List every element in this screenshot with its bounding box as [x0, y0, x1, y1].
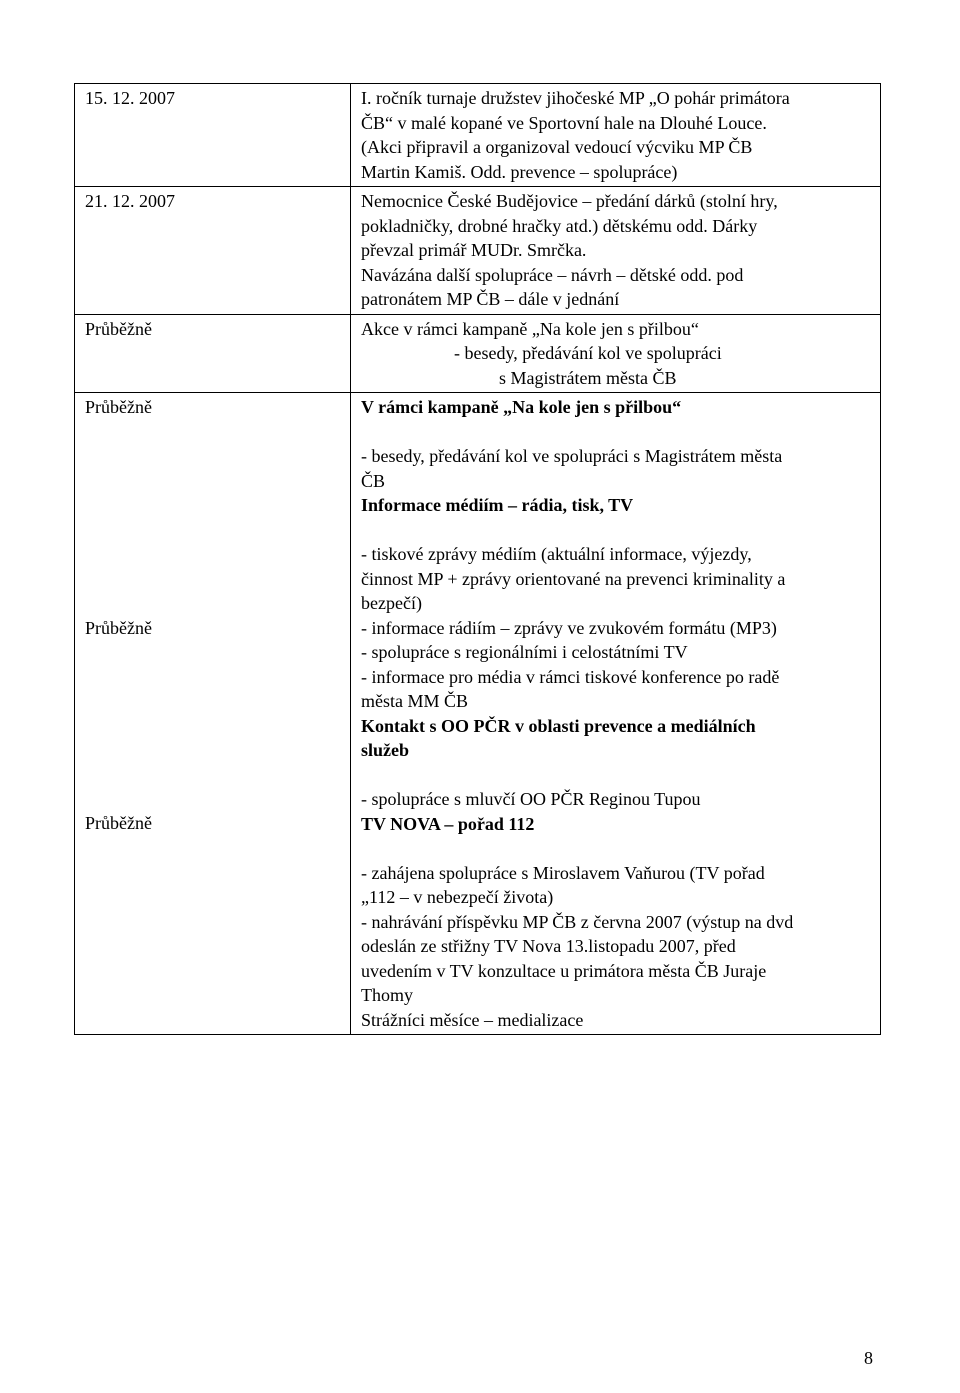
- table-row: [75, 393, 881, 1035]
- description-line: převzal primář MUDr. Smrčka.: [361, 240, 587, 260]
- description-line: s Magistrátem města ČB: [499, 367, 677, 388]
- table-row: [75, 187, 881, 315]
- description-line: „112 – v nebezpečí života): [361, 887, 554, 907]
- description-line: Thomy: [361, 985, 413, 1005]
- description-cell: [351, 84, 881, 187]
- description-line: činnost MP + zprávy orientované na prevenci kriminality a: [361, 568, 786, 589]
- description-line: - nahrávání příspěvku MP ČB z června 2007 (výstup na dvd: [361, 911, 794, 932]
- section-heading: TV NOVA – pořad 112: [361, 813, 535, 834]
- description-line: - besedy, předávání kol ve spolupráci s Magistrátem města: [361, 446, 783, 466]
- description-line: odeslán ze střižny TV Nova 13.listopadu 2007, před: [361, 936, 736, 956]
- description-line: bezpečí): [361, 593, 422, 613]
- description-line: Strážníci měsíce – medializace: [361, 1009, 584, 1030]
- description-line: - besedy, předávání kol ve spolupráci: [454, 343, 722, 363]
- description-line: - spolupráce s mluvčí OO PČR Reginou Tupou: [361, 789, 701, 809]
- description-line: ČB: [361, 470, 386, 491]
- description-line: Akce v rámci kampaně „Na kole jen s přilbou“: [361, 318, 699, 339]
- description-line: - tiskové zprávy médiím (aktuální informace, výjezdy,: [361, 544, 752, 564]
- description-line: - zahájena spolupráce s Miroslavem Vaňurou (TV pořad: [361, 862, 765, 883]
- date-cell: 21. 12. 2007: [75, 187, 351, 315]
- page-number: 8: [864, 1348, 873, 1368]
- section-heading: služeb: [361, 740, 410, 760]
- description-line: (Akci připravil a organizoval vedoucí výcviku MP ČB: [361, 137, 753, 157]
- date-cell: Průběžně: [75, 314, 351, 393]
- description-line: patronátem MP ČB – dále v jednání: [361, 289, 620, 309]
- table-row: [75, 314, 881, 393]
- description-line: ČB“ v malé kopané ve Sportovní hale na Dlouhé Louce.: [361, 112, 767, 133]
- date-label: Průběžně: [85, 617, 152, 638]
- description-line: Navázána další spolupráce – návrh – dětské odd. pod: [361, 264, 744, 285]
- activity-table: [74, 83, 881, 1035]
- description-line: pokladničky, drobné hračky atd.) dětskému odd. Dárky: [361, 215, 758, 236]
- date-label: Průběžně: [85, 813, 152, 833]
- date-cell: 15. 12. 2007: [75, 84, 351, 187]
- section-heading: Informace médiím – rádia, tisk, TV: [361, 495, 634, 515]
- description-line: města MM ČB: [361, 691, 469, 711]
- description-line: Nemocnice České Budějovice – předání dárků (stolní hry,: [361, 191, 778, 211]
- section-heading: Kontakt s OO PČR v oblasti prevence a mediálních: [361, 715, 756, 736]
- description-line: - informace rádiím – zprávy ve zvukovém formátu (MP3): [361, 617, 777, 638]
- description-cell: [351, 187, 881, 315]
- description-cell: [351, 393, 881, 1035]
- section-heading: V rámci kampaně „Na kole jen s přilbou“: [361, 397, 682, 417]
- date-label: Průběžně: [85, 397, 152, 417]
- description-line: uvedením v TV konzultace u primátora města ČB Juraje: [361, 960, 767, 981]
- description-line: - spolupráce s regionálními i celostátními TV: [361, 642, 688, 662]
- date-cell: [75, 393, 351, 1035]
- description-cell: [351, 314, 881, 393]
- description-line: - informace pro média v rámci tiskové konference po radě: [361, 666, 780, 687]
- description-line: I. ročník turnaje družstev jihočeské MP „O pohár primátora: [361, 88, 790, 108]
- description-line: Martin Kamiš. Odd. prevence – spolupráce): [361, 161, 678, 182]
- table-row: [75, 84, 881, 187]
